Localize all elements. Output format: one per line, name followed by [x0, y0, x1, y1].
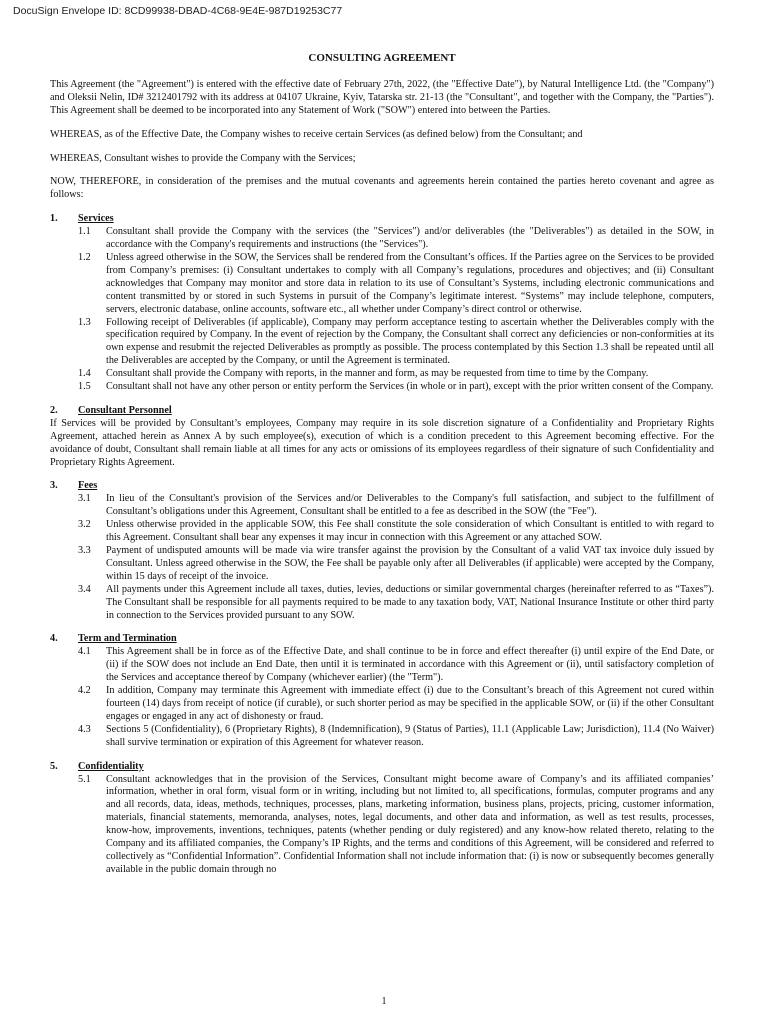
section-title: Fees	[78, 480, 98, 492]
clause-number: 1.4	[78, 368, 91, 380]
clause-text: Payment of undisputed amounts will be made via wire transfer against the provision by the Consultant of a valid VAT tax invoice duly issued by Consultant. Unless agreed otherwise in the SOW, the Fee shall be payable only after all Deliverables (if applicable) were accepted by the Company, within 15 days of receipt of the invoice.	[106, 545, 714, 582]
clause-text: Consultant shall not have any other person or entity perform the Services (in whole or in part), except with the prior written consent of the Company.	[106, 381, 714, 393]
section-title: Term and Termination	[78, 633, 177, 645]
section-number: 5.	[50, 760, 58, 772]
clause	[50, 252, 714, 317]
clause	[50, 493, 714, 519]
clause	[50, 226, 714, 252]
clause	[50, 774, 714, 877]
document-page	[50, 52, 714, 877]
clause-number: 3.1	[78, 493, 91, 505]
clause	[50, 317, 714, 369]
clause-text: In lieu of the Consultant's provision of the Services and/or Deliverables to the Company's full satisfaction, and subject to the fulfillment of Consultant’s obligations under this Agreement, Consultant shall be entitled to a fee as described in the SOW (the "Fee").	[106, 493, 714, 518]
clause-number: 3.2	[78, 519, 91, 531]
clause	[50, 368, 714, 381]
clause-text: Consultant acknowledges that in the provision of the Services, Consultant might become aware of Company’s and its affiliated companies’ information, whether in oral form, visual form or in writing, including but not limited to, all specifications, formulas, computer programs and any and all records, data, ideas, methods, techniques, processes, plans, marketing information, business plans, projects, pricing, customer information, materials, financial statements, memoranda, analyses, notes, legal documents, and other data and information, as well as test results, processes, know-how, improvements, inventions, techniques, patents (whether pending or duly registered) and any know-how related thereto, relating to the Company and its affiliated companies, the Company’s IP Rights, and the terms and conditions of this Agreement, will be considered and referred to collectively as “Confidential Information”. Confidential Information shall not include information that: (i) is now or subsequently becomes generally available in the public domain through no	[106, 773, 714, 875]
section-heading	[50, 480, 714, 493]
clause-number: 4.1	[78, 646, 91, 658]
clause-number: 4.2	[78, 685, 91, 697]
section-title: Confidentiality	[78, 760, 144, 772]
section-title: Services	[78, 213, 114, 225]
section-number: 4.	[50, 633, 58, 645]
whereas-1: WHEREAS, as of the Effective Date, the Company wishes to receive certain Services (as defined below) from the Consultant; and	[50, 128, 583, 140]
clause	[50, 685, 714, 724]
document-title: CONSULTING AGREEMENT	[308, 52, 456, 64]
clause-text: Consultant shall provide the Company with reports, in the manner and form, as may be requested from time to time by the Company.	[106, 368, 649, 380]
section-number: 3.	[50, 480, 58, 492]
clause-number: 4.3	[78, 723, 91, 735]
section-services	[50, 213, 714, 394]
clause-text: Sections 5 (Confidentiality), 6 (Proprietary Rights), 8 (Indemnification), 9 (Status of Parties), 11.1 (Applicable Law; Jurisdiction), 11.4 (No Waiver) shall survive termination or expiration of this Agreement for whatever reason.	[106, 723, 714, 748]
clause-number: 1.2	[78, 251, 91, 263]
section-heading	[50, 213, 714, 226]
clause	[50, 519, 714, 545]
clause-text: Following receipt of Deliverables (if applicable), Company may perform acceptance testing to ascertain whether the Deliverables comply with the specification required by Company. In the event of rejection by the Company, the Consultant shall correct any deficiencies or non-conformities at its own expense and resubmit the rejected Deliverables as promptly as possible. The process contemplated by this Section 1.3 shall be repeated until all the Deliverables are accepted by the Company, or until the Agreement is terminated.	[106, 316, 714, 367]
clause-number: 1.5	[78, 381, 91, 393]
section-number: 2.	[50, 404, 58, 416]
section-confidentiality	[50, 761, 714, 877]
clause-text: This Agreement shall be in force as of the Effective Date, and shall continue to be in force and effect thereafter (i) until expire of the End Date, or (ii) if the SOW does not include an End Date, then until it is terminated in accordance with this Agreement or (ii), until satisfactory completion of the Services and acceptance thereof by Company (whichever earlier) (the "Term").	[106, 646, 714, 684]
section-number: 1.	[50, 213, 58, 225]
page-number: 1	[381, 996, 387, 1007]
section-term-termination	[50, 633, 714, 749]
clause-text: All payments under this Agreement include all taxes, duties, levies, deductions or similar governmental charges (hereinafter referred to as “Taxes”). The Consultant shall be responsible for all payments required to be made to any taxation body, VAT, National Insurance Institute or other third party in connection to the Services provided pursuant to any SOW.	[106, 583, 714, 621]
whereas-2: WHEREAS, Consultant wishes to provide the Company with the Services;	[50, 152, 356, 164]
clause-text: Unless agreed otherwise in the SOW, the Services shall be rendered from the Consultant’s offices. If the Parties agree on the Services to be provided from Company’s premises: (i) Consultant undertakes to comply with all Company’s regulations, procedures and objectives; and (ii) Consultant acknowledges that Company may monitor and store data in relation to its use of Consultant’s Systems, including electronic communications and content transmitted by or stored in such Systems in pursuit of the Company’s legitimate interest. “Systems” may include telephone, computers, servers, electronic database, online accounts, software etc., all whether under Company’s direct control or otherwise.	[106, 251, 714, 315]
section-heading	[50, 633, 714, 646]
section-body: If Services will be provided by Consultant’s employees, Company may require in its sole discretion signature of a Confidentiality and Proprietary Rights Agreement, attached herein as Annex A by such employee(s), execution of which is a condition precedent to this Agreement becoming effective. For the avoidance of doubt, Consultant shall remain liable at all times for any acts or omissions of its employees regardless of their signature of such Confidentiality and Proprietary Rights Agreement.	[50, 417, 714, 468]
intro-paragraph: This Agreement (the "Agreement") is entered with the effective date of February 27th, 2022, (the "Effective Date"), by Natural Intelligence Ltd. (the "Company") and Oleksii Nelin, ID# 3212401792 with its address at 04107 Ukraine, Kyiv, Tatarska str. 21-13 (the "Consultant", and together with the Company, the "Parties"). This Agreement shall be deemed to be incorporated into any Statement of Work ("SOW") entered into between the Parties.	[50, 78, 714, 116]
section-consultant-personnel	[50, 405, 714, 470]
clause	[50, 381, 714, 394]
clause-number: 3.4	[78, 583, 91, 595]
section-title: Consultant Personnel	[78, 404, 172, 416]
clause-number: 5.1	[78, 773, 91, 785]
section-heading	[50, 761, 714, 774]
section-fees	[50, 480, 714, 622]
clause-text: Consultant shall provide the Company with the services (the "Services") and/or deliverables (the "Deliverables") as detailed in the SOW, in accordance with the Company's requirements and instructions (the "Services").	[106, 226, 714, 251]
now-therefore: NOW, THEREFORE, in consideration of the premises and the mutual covenants and agreements herein contained the parties hereto covenant and agree as follows:	[50, 176, 714, 201]
clause	[50, 545, 714, 584]
clause-number: 1.1	[78, 226, 91, 238]
docusign-envelope-id: DocuSign Envelope ID: 8CD99938-DBAD-4C68-9E4E-987D19253C77	[13, 5, 343, 17]
clause-text: In addition, Company may terminate this Agreement with immediate effect (i) due to the Consultant’s breach of this Agreement not cured within fourteen (14) days from receipt of notice (if curable), or such shorter period as may be specified in the applicable SOW, or (ii) if the other Consultant engages or engaged in any act of dishonesty or fraud.	[106, 685, 714, 722]
clause-number: 3.3	[78, 545, 91, 556]
section-heading	[50, 405, 714, 418]
clause	[50, 584, 714, 623]
clause	[50, 646, 714, 685]
clause-number: 1.3	[78, 316, 91, 328]
clause	[50, 724, 714, 750]
clause-text: Unless otherwise provided in the applicable SOW, this Fee shall constitute the sole consideration of which Consultant is entitled to with regard to this Agreement. Consultant shall bear any expenses it may incur in connection with this Agreement or any attached SOW.	[106, 519, 714, 544]
